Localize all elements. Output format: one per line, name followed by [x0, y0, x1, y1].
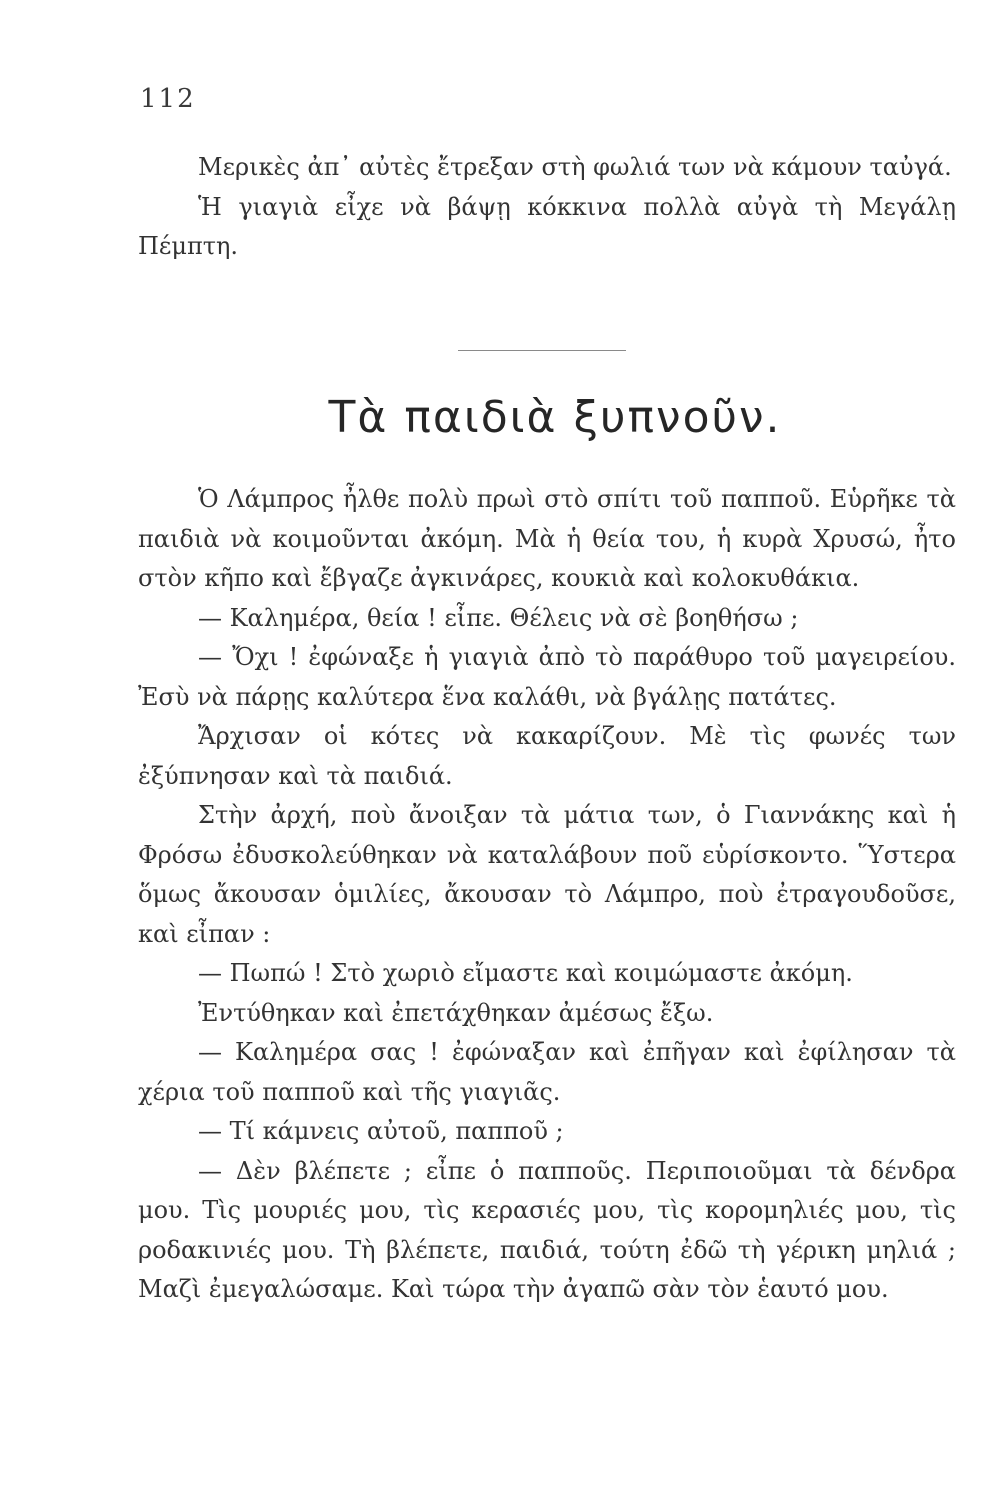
page-number: 112 — [140, 84, 196, 114]
dialogue-line: — Καλημέρα σας ! ἐφώναξαν καὶ ἐπῆγαν καὶ ἐφίλησαν τὰ χέρια τοῦ παπποῦ καὶ τῆς γιαγιᾶς. — [138, 1038, 956, 1106]
paragraph: Ἄρχισαν οἱ κότες νὰ κακαρίζουν. Μὲ τὶς φωνές των ἐξύπνησαν καὶ τὰ παιδιά. — [138, 722, 956, 790]
paragraph: Μερικὲς ἀπ᾽ αὐτὲς ἔτρεξαν στὴ φωλιά των νὰ κάμουν ταὐγά. — [198, 153, 952, 181]
dialogue-line: — Πωπώ ! Στὸ χωριὸ εἴμαστε καὶ κοιμώμαστε ἀκόμη. — [198, 959, 853, 987]
paragraph: Ἐντύθηκαν καὶ ἐπετάχθηκαν ἀμέσως ἔξω. — [198, 998, 714, 1027]
chapter-title: Τὰ παιδιὰ ξυπνοῦν. — [328, 392, 782, 443]
dialogue-line: — Τί κάμνεις αὐτοῦ, παπποῦ ; — [198, 1117, 564, 1145]
paragraph: Ὁ Λάμπρος ἦλθε πολὺ πρωὶ στὸ σπίτι τοῦ παπποῦ. Εὑρῆκε τὰ παιδιὰ νὰ κοιμοῦνται ἀκόμη. Μὰ ἡ θεία του, ἡ κυρὰ Χρυσώ, ἦτο στὸν κῆπο καὶ ἔβγαζε ἀγκινάρες, κουκιὰ καὶ κολοκυθάκια. — [138, 485, 956, 592]
dialogue-line: — Ὄχι ! ἐφώναξε ἡ γιαγιὰ ἀπὸ τὸ παράθυρο τοῦ μαγειρείου. Ἐσὺ νὰ πάρῃς καλύτερα ἕνα καλάθι, νὰ βγάλῃς πατάτες. — [138, 643, 956, 711]
dialogue-line: — Δὲν βλέπετε ; εἶπε ὁ παπποῦς. Περιποιοῦμαι τὰ δένδρα μου. Τὶς μουριές μου, τὶς κερασιές μου, τὶς κορομηλιές μου, τὶς ροδακινιές μου. Τὴ βλέπετε, παιδιά, τούτη ἐδῶ τὴ γέρικη μηλιά ; Μαζὶ ἐμεγαλώσαμε. Καὶ τώρα τὴν ἀγαπῶ σὰν τὸν ἑαυτό μου. — [138, 1156, 956, 1303]
dialogue-line: — Καλημέρα, θεία ! εἶπε. Θέλεις νὰ σὲ βοηθήσω ; — [198, 603, 799, 632]
section-divider — [458, 350, 626, 351]
paragraph: Ἡ γιαγιὰ εἶχε νὰ βάψῃ κόκκινα πολλὰ αὐγὰ τὴ Μεγάλῃ Πέμπτη. — [138, 192, 956, 260]
text-before-chapter — [138, 148, 956, 267]
paragraph: Στὴν ἀρχή, ποὺ ἄνοιξαν τὰ μάτια των, ὁ Γιαννάκης καὶ ἡ Φρόσω ἐδυσκολεύθηκαν νὰ καταλάβουν ποῦ εὑρίσκοντο. Ὕστερα ὅμως ἄκουσαν ὁμιλίες, ἄκουσαν τὸ Λάμπρο, ποὺ ἐτραγουδοῦσε, καὶ εἶπαν : — [138, 801, 956, 948]
chapter-body — [138, 480, 956, 1310]
